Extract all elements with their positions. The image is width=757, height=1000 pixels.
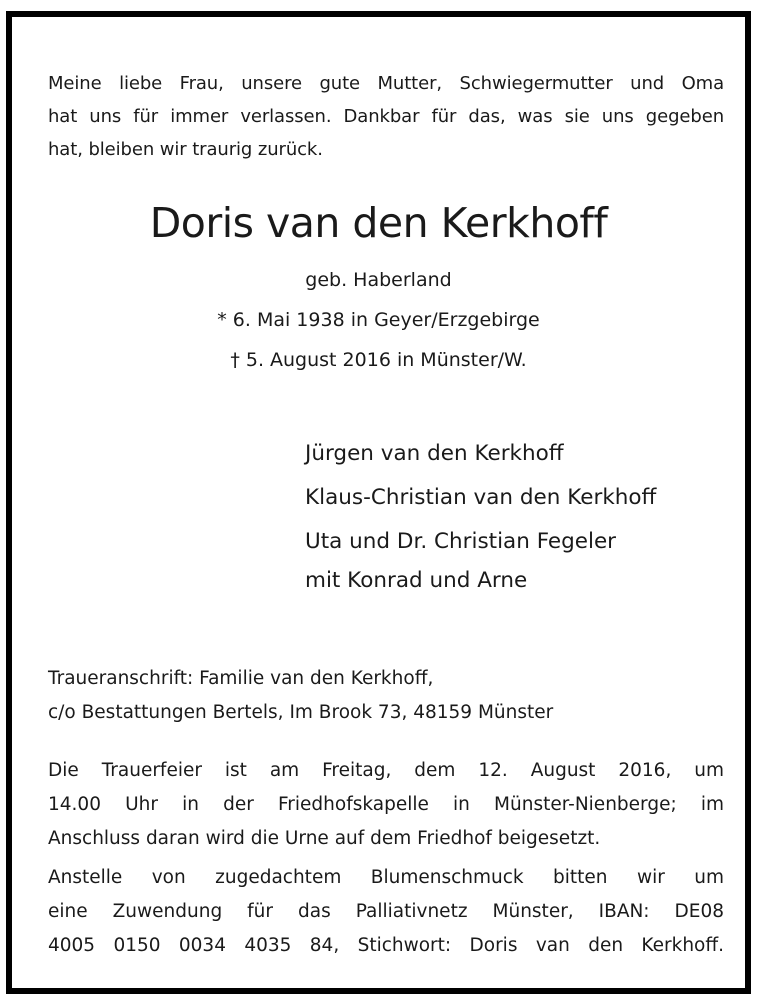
intro-line: hat, bleiben wir traurig zurück. [48, 139, 323, 160]
donation-line: eine Zuwendung für das Palliativnetz Münster, IBAN: DE08 [48, 901, 724, 922]
mourner-name: Klaus-Christian van den Kerkhoff [305, 485, 657, 510]
ceremony-line: Anschluss daran wird die Urne auf dem Friedhof beigesetzt. [48, 828, 601, 849]
death-line: † 5. August 2016 in Münster/W. [230, 349, 527, 371]
donation-line: 4005 0150 0034 4035 84, Stichwort: Doris van den Kerkhoff. [48, 935, 724, 956]
notice-content [12, 17, 745, 988]
deceased-name: Doris van den Kerkhoff [149, 199, 608, 247]
maiden-name: geb. Haberland [305, 269, 452, 291]
intro-line: hat uns für immer verlassen. Dankbar für das, was sie uns gegeben [48, 106, 724, 127]
ceremony-line: 14.00 Uhr in der Friedhofskapelle in Münster-Nienberge; im [48, 794, 724, 815]
donation-paragraph [48, 861, 724, 963]
mourner-name: Uta und Dr. Christian Fegeler [305, 529, 617, 554]
mourner-name: Jürgen van den Kerkhoff [305, 441, 564, 466]
intro-paragraph [48, 67, 724, 166]
donation-line: Anstelle von zugedachtem Blumenschmuck bitten wir um [48, 867, 724, 888]
mourner-name: mit Konrad und Arne [305, 568, 528, 593]
obituary-notice [6, 11, 751, 994]
birth-line: * 6. Mai 1938 in Geyer/Erzgebirge [217, 309, 540, 331]
address-line: Traueranschrift: Familie van den Kerkhoff, [48, 668, 434, 689]
mourners-list [305, 432, 656, 598]
address-line: c/o Bestattungen Bertels, Im Brook 73, 48159 Münster [48, 702, 554, 723]
ceremony-paragraph [48, 754, 724, 856]
intro-line: Meine liebe Frau, unsere gute Mutter, Schwiegermutter und Oma [48, 73, 724, 94]
mourning-address [48, 662, 553, 730]
ceremony-line: Die Trauerfeier ist am Freitag, dem 12. August 2016, um [48, 760, 724, 781]
